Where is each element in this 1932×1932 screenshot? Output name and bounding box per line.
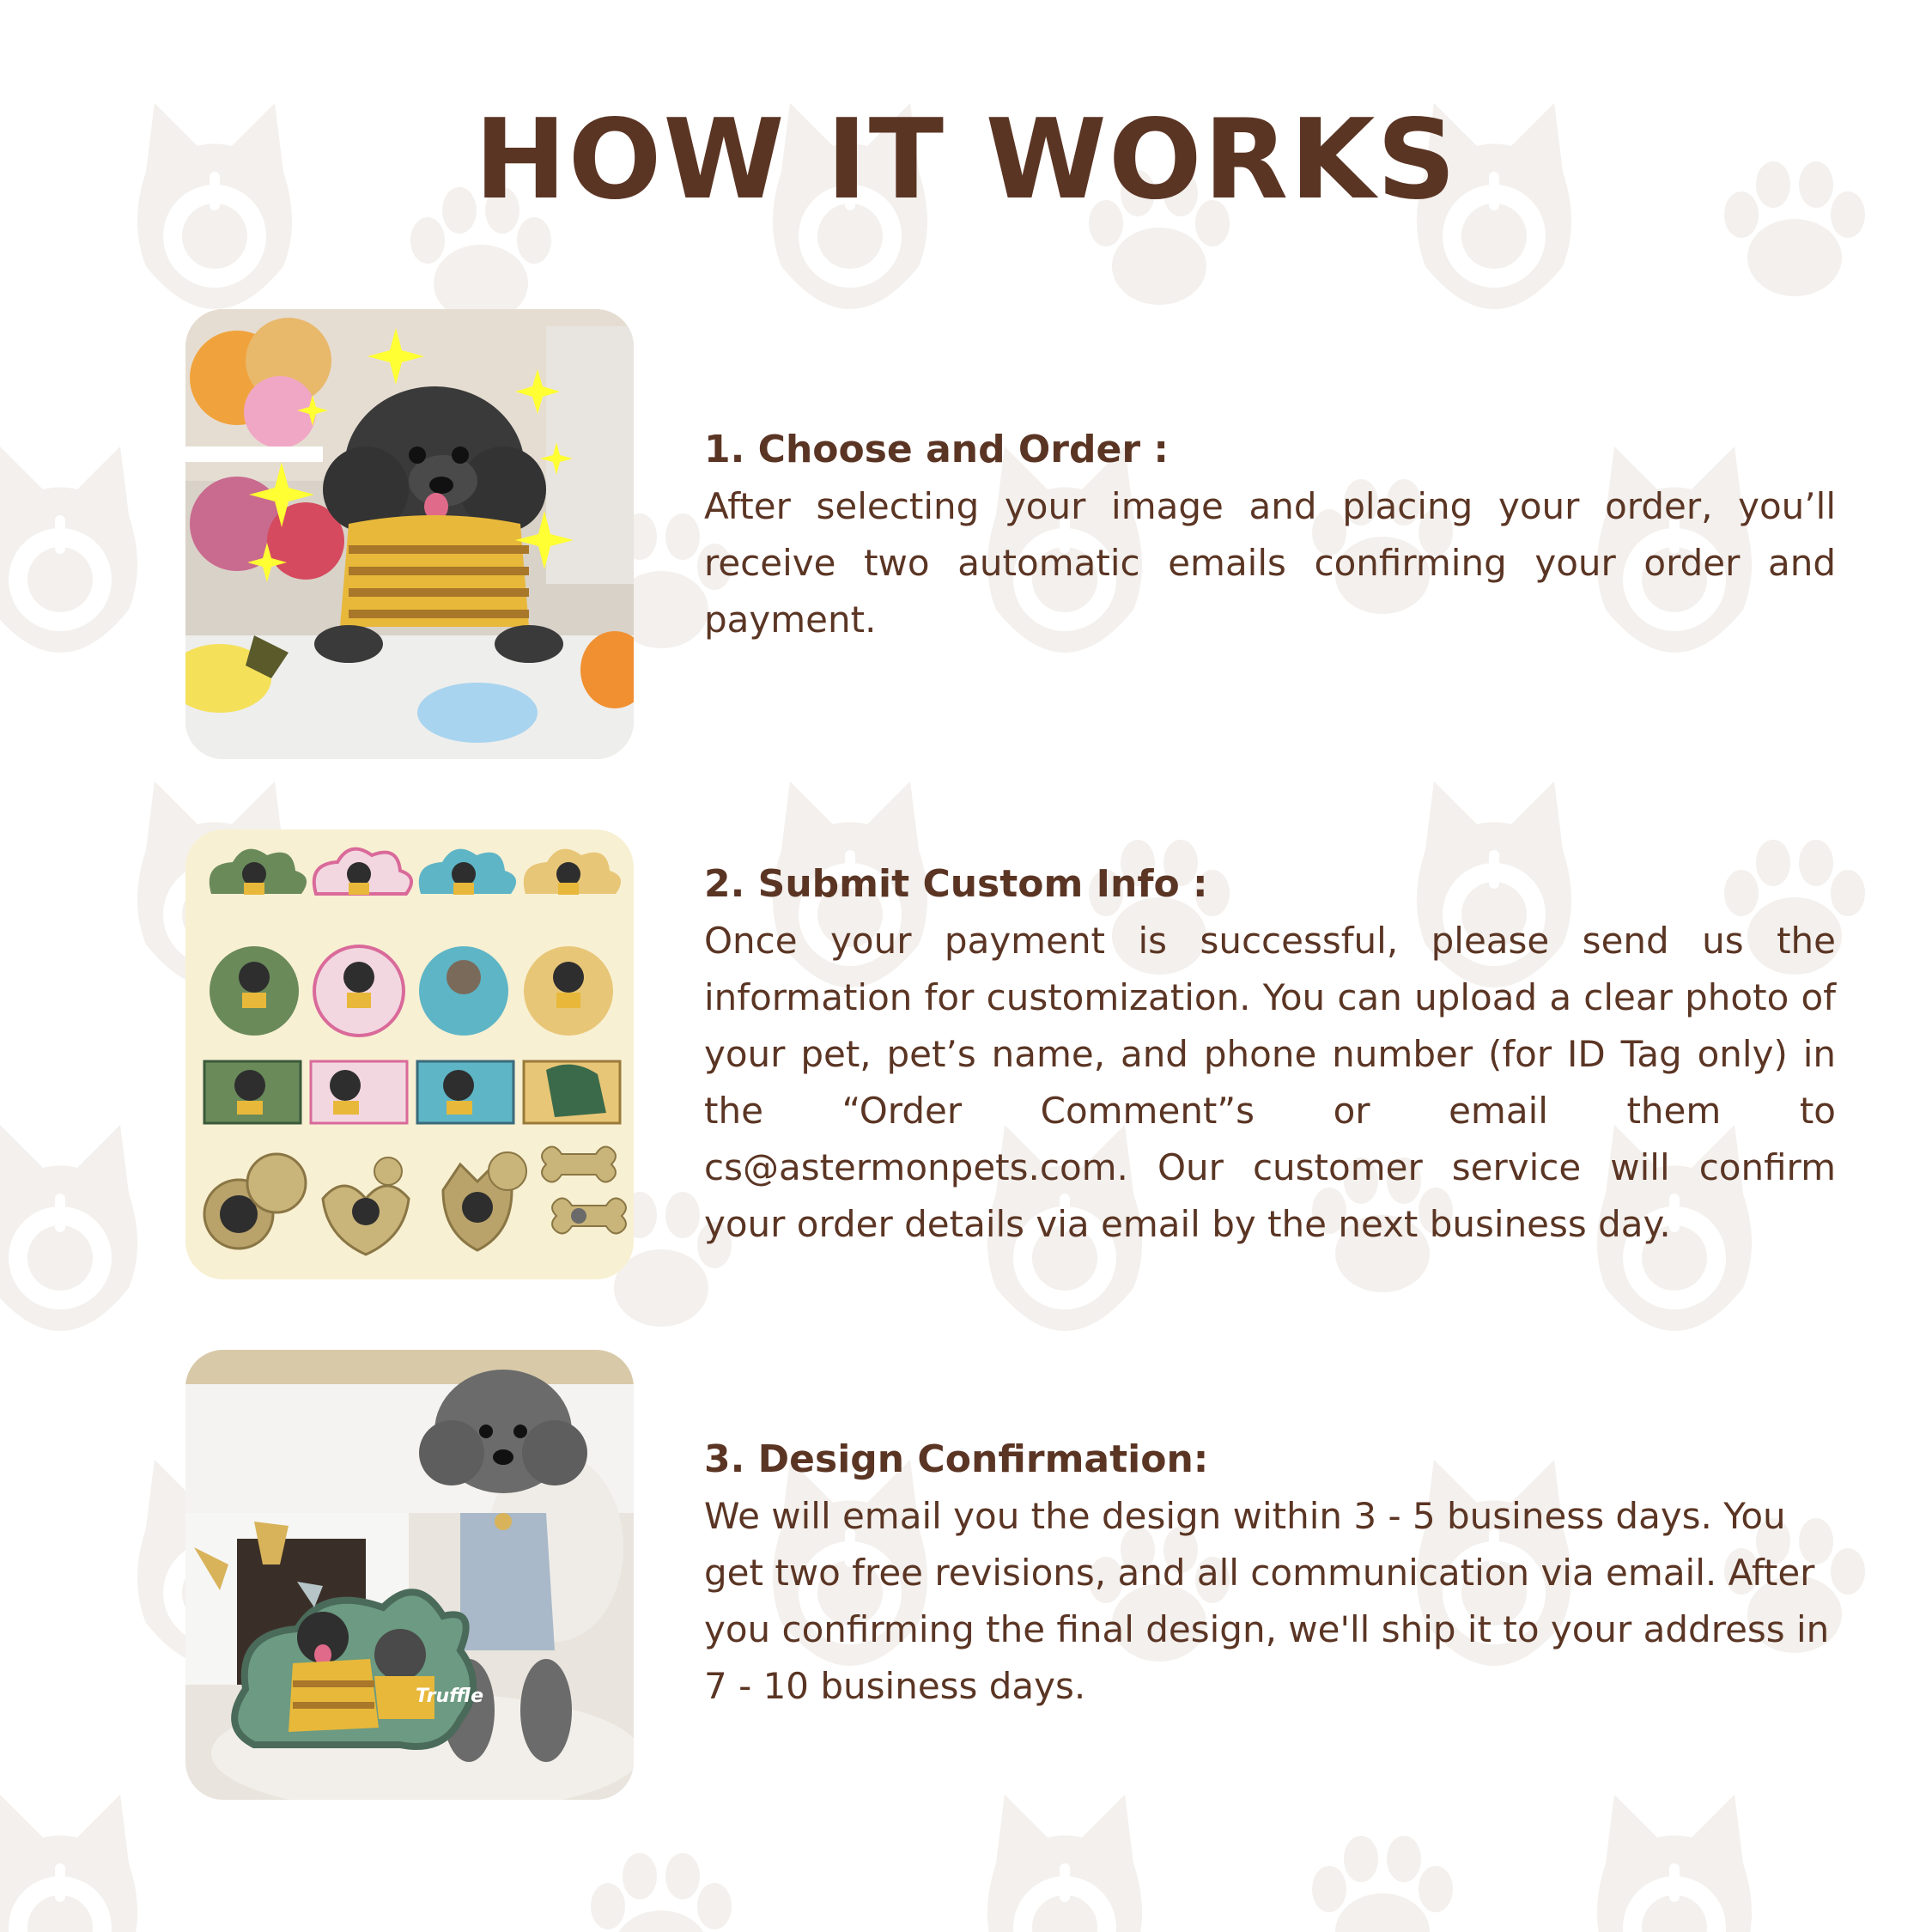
custom-tags-grid-illustration bbox=[185, 829, 634, 1279]
cushion-name-label: Truffle bbox=[416, 1686, 484, 1707]
step-1-heading: 1. Choose and Order : bbox=[704, 428, 1169, 471]
step-1-body: After selecting your image and placing your order, you’ll receive two automatic emails confirming your order and payment. bbox=[704, 485, 1836, 641]
step-3-heading: 3. Design Confirmation: bbox=[704, 1437, 1209, 1481]
step-2-heading: 2. Submit Custom Info : bbox=[704, 862, 1208, 906]
step-2-image bbox=[185, 829, 634, 1279]
poodle-with-cushion-illustration bbox=[185, 1350, 634, 1800]
step-2-body: Once your payment is successful, please send us the information for customization. You can upload a clear photo of your pet, pet’s name, and phone number (for ID Tag only) in the “Order Comment”s or email them to cs@astermonpets.com. Our customer service will confirm your order details via email by the next business day. bbox=[704, 920, 1836, 1245]
step-3-image bbox=[185, 1350, 634, 1800]
watermark-row-6 bbox=[0, 1795, 1752, 1932]
step-1-image bbox=[185, 309, 634, 759]
step-3-body: We will email you the design within 3 - 5 business days. You get two free revisions, and all communication via email. After you confirming the final design, we'll ship it to your address in 7 - 10 business days. bbox=[704, 1495, 1830, 1707]
poodle-sparkles-illustration bbox=[185, 309, 634, 759]
page-title: HOW IT WORKS bbox=[474, 96, 1458, 224]
